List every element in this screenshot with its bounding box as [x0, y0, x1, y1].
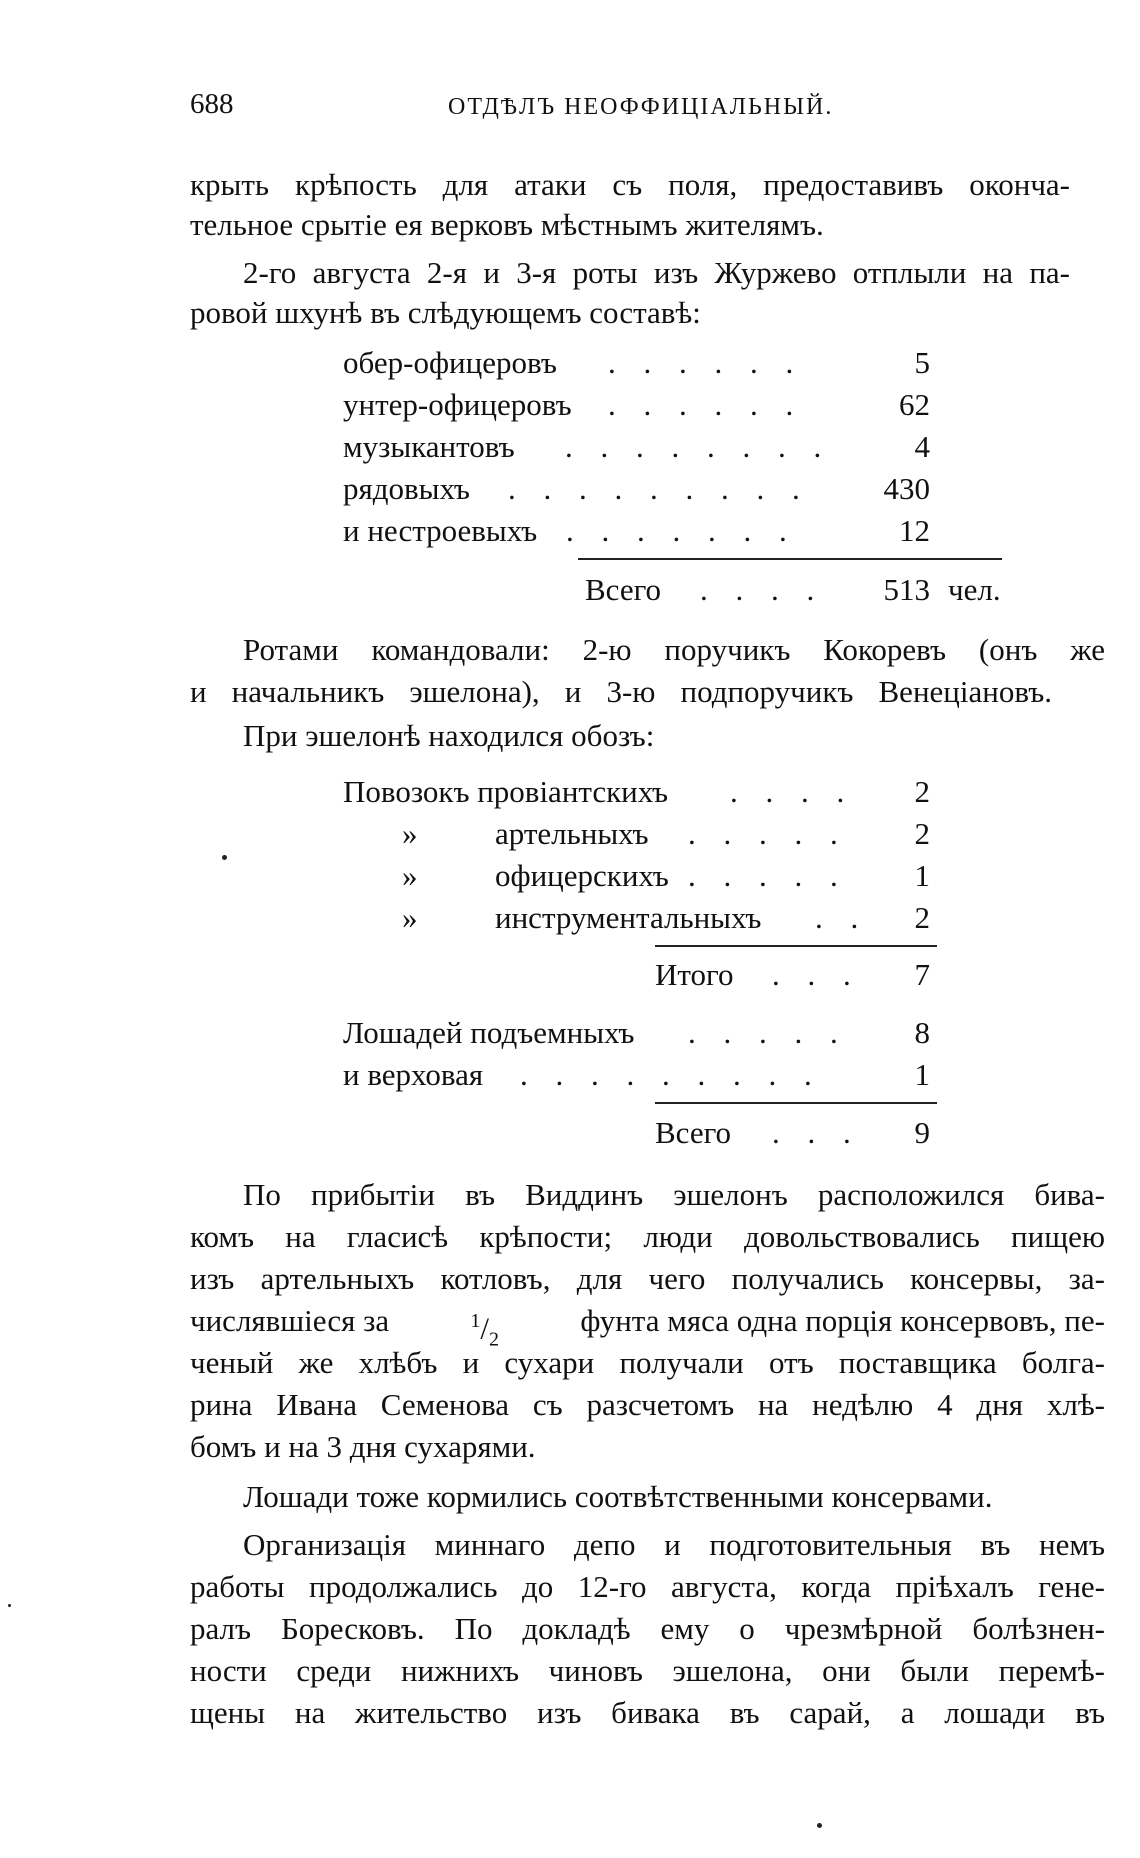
ditto-mark: »: [402, 900, 418, 935]
table-row-label: рядовыхъ: [343, 471, 470, 506]
table-row-value: 2: [914, 816, 930, 851]
table-row-label: музыкантовъ: [343, 429, 515, 464]
leader-dots: . . . . . . . . .: [508, 471, 810, 506]
paragraph-line: крыть крѣпость для атаки съ поля, предоставивъ оконча-: [190, 167, 1070, 202]
paragraph-line: работы продолжались до 12-го августа, когда пріѣхалъ гене-: [190, 1569, 1105, 1604]
fraction: $^1/_2$: [470, 1310, 500, 1351]
leader-dots: . . .: [772, 1115, 861, 1150]
leader-dots: . . .: [772, 957, 861, 992]
paragraph-line: 2-го августа 2-я и 3-я роты изъ Журжево отплыли на па-: [243, 255, 1070, 290]
leader-dots: . . . . .: [688, 858, 848, 893]
ditto-mark: »: [402, 858, 418, 893]
leader-dots: . .: [815, 900, 869, 935]
paragraph-line: ности среди нижнихъ чиновъ эшелона, они были перемѣ-: [190, 1653, 1105, 1688]
paragraph-line: комъ на гласисѣ крѣпости; люди довольствовались пищею: [190, 1219, 1105, 1254]
leader-dots: . . . . .: [688, 1015, 848, 1050]
print-speck: [817, 1823, 822, 1828]
table-row-label: и верховая: [343, 1057, 484, 1092]
paragraph-line: изъ артельныхъ котловъ, для чего получались консервы, за-: [190, 1261, 1105, 1296]
total-value: 513: [883, 572, 930, 607]
paragraph-line: ралъ Боресковъ. По докладѣ ему о чрезмѣрной болѣзнен-: [190, 1611, 1105, 1646]
table-row-value: 1: [914, 1057, 930, 1092]
table-row-value: 2: [914, 774, 930, 809]
leader-dots: . . . .: [700, 572, 825, 607]
paragraph-line: бомъ и на 3 дня сухарями.: [190, 1429, 536, 1464]
paragraph-line: Ротами командовали: 2-ю поручикъ Кокоревъ (онъ же: [243, 632, 1105, 667]
table-row-value: 8: [914, 1015, 930, 1050]
table-row-label: обер-офицеровъ: [343, 345, 557, 380]
table-row-label: Лошадей подъемныхъ: [343, 1015, 635, 1050]
leader-dots: . . . . . . . .: [565, 429, 832, 464]
table-row-value: 430: [883, 471, 930, 506]
leader-dots: . . . .: [730, 774, 855, 809]
sum-rule: [655, 1102, 937, 1104]
fraction-denominator: 2: [489, 1328, 500, 1351]
running-title: ОТДѢЛЪ НЕОФФИЦІАЛЬНЫЙ.: [448, 94, 834, 120]
paragraph-line: Лошади тоже кормились соотвѣтственными консервами.: [243, 1479, 993, 1514]
total-label: Всего: [585, 572, 662, 607]
paragraph-line: тельное срытіе ея верковъ мѣстнымъ жителямъ.: [190, 207, 824, 242]
sum-rule: [655, 945, 937, 947]
total-label: Итого: [655, 957, 734, 992]
paragraph-line: рина Ивана Семенова съ разсчетомъ на недѣлю 4 дня хлѣ-: [190, 1387, 1105, 1422]
sum-rule: [578, 558, 1002, 560]
total-value: 7: [914, 957, 930, 992]
paragraph-line: При эшелонѣ находился обозъ:: [243, 718, 655, 753]
table-row-label: артельныхъ: [495, 816, 649, 851]
print-speck: [8, 1604, 11, 1607]
total-value: 9: [914, 1115, 930, 1150]
page-number: 688: [190, 88, 234, 120]
leader-dots: . . . . .: [688, 816, 848, 851]
table-row-label: офицерскихъ: [495, 858, 669, 893]
text-fragment: фунта мяса одна порція консервовъ, пе-: [580, 1303, 1105, 1338]
table-row-label: и нестроевыхъ: [343, 513, 538, 548]
total-unit: чел.: [948, 572, 1001, 607]
table-row-value: 5: [914, 345, 930, 380]
leader-dots: . . . . . . . . .: [520, 1057, 822, 1092]
total-label: Всего: [655, 1115, 732, 1150]
fraction-numerator: 1: [470, 1310, 481, 1332]
paragraph-line: щены на жительство изъ бивака въ сарай, а лошади въ: [190, 1695, 1105, 1730]
ditto-mark: »: [402, 816, 418, 851]
paragraph-line: и начальникъ эшелона), и 3-ю подпоручикъ Венеціановъ.: [190, 674, 1052, 709]
leader-dots: . . . . . .: [608, 387, 804, 422]
table-row-label: Повозокъ провіантскихъ: [343, 774, 669, 809]
table-row-value: 4: [914, 429, 930, 464]
paragraph-line: По прибытіи въ Виддинъ эшелонъ расположился бива-: [243, 1177, 1105, 1212]
table-row-value: 1: [914, 858, 930, 893]
paragraph-line: ровой шхунѣ въ слѣдующемъ составѣ:: [190, 295, 701, 330]
print-speck: [222, 855, 227, 860]
table-row-label: инструментальныхъ: [495, 900, 762, 935]
table-row-value: 12: [899, 513, 930, 548]
leader-dots: . . . . . .: [608, 345, 804, 380]
table-row-label: унтер-офицеровъ: [343, 387, 572, 422]
paragraph-line: ченый же хлѣбъ и сухари получали отъ поставщика болга-: [190, 1345, 1105, 1380]
text-fragment: числявшіеся за: [190, 1303, 390, 1338]
table-row-value: 62: [899, 387, 930, 422]
table-row-value: 2: [914, 900, 930, 935]
paragraph-line: Организація миннаго депо и подготовительныя въ немъ: [243, 1527, 1105, 1562]
leader-dots: . . . . . . .: [566, 513, 797, 548]
